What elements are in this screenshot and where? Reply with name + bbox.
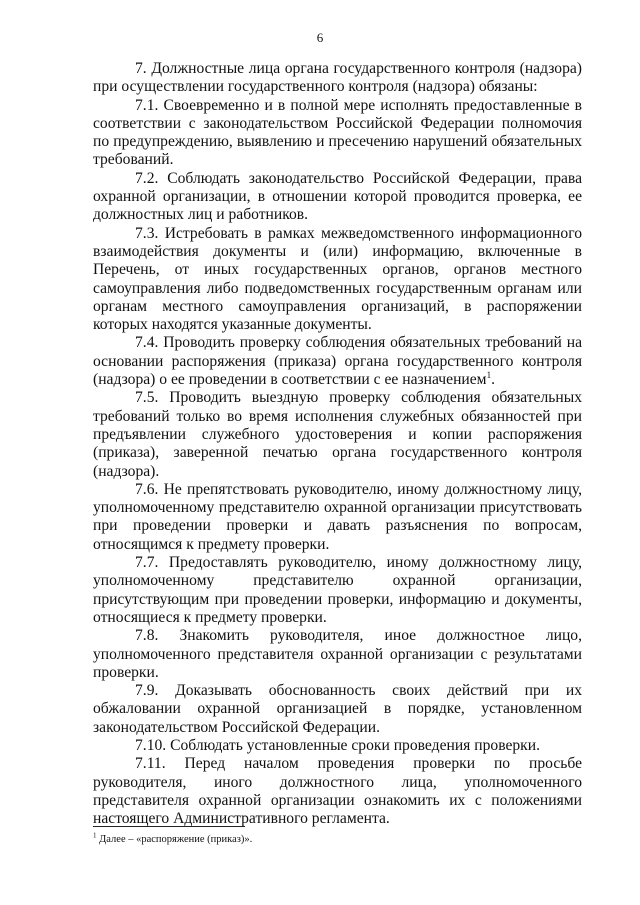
paragraph-7-10: 7.10. Соблюдать установленные сроки проведения проверки. bbox=[135, 736, 541, 754]
paragraph-7: 7. Должностные лица органа государственного контроля (надзора) при осуществлении государственного контроля (надзора) обязаны: bbox=[93, 60, 582, 96]
paragraph-7-4-tail: . bbox=[491, 371, 495, 389]
paragraph-7-8: 7.8. Знакомить руководителя, иное должностное лицо, уполномоченного представителя охранной организации с результатами проверки. bbox=[93, 627, 582, 681]
footnote-text: Далее – «распоряжение (приказ)». bbox=[96, 834, 253, 845]
paragraph-7-7: 7.7. Предоставлять руководителю, иному должностному лицу, уполномоченному представителю охранной организации, присутствующим при проведении проверки, информацию и документы, относящиеся к предмету проверки. bbox=[93, 554, 582, 626]
paragraph-7-11: 7.11. Перед началом проведения проверки по просьбе руководителя, иного должностного лица, уполномоченного представителя охранной организации ознакомить их с положениями настоящего Административного регламента. bbox=[93, 755, 582, 828]
paragraph-7-3: 7.3. Истребовать в рамках межведомственного информационного взаимодействия документы и (или) информацию, включенные в Перечень, от иных государственных органов, органов местного самоуправления либо подведомственных государственным органам или органам местного самоуправления организаций, в распоряжении которых находятся указанные документы. bbox=[93, 224, 582, 334]
paragraph-7-5: 7.5. Проводить выездную проверку соблюдения обязательных требований только во время исполнения служебных обязанностей при предъявлении служебного удостоверения и копии распоряжения (приказа), заверенной печатью органа государственного контроля (надзора). bbox=[93, 389, 582, 480]
paragraph-7-4-text: 7.4. Проводить проверку соблюдения обязательных требований на основании распоряжения (приказа) органа государственного контроля (надзора) о ее проведении в соответствии с ее назначением bbox=[93, 334, 582, 389]
body-text bbox=[93, 60, 582, 828]
paragraph-7-6: 7.6. Не препятствовать руководителю, иному должностному лицу, уполномоченному представителю охранной организации присутствовать при проведении проверки и давать разъяснения по вопросам, относящимся к предмету проверки. bbox=[93, 480, 582, 553]
paragraph-7-4 bbox=[93, 334, 582, 389]
paragraph-7-1: 7.1. Своевременно и в полной мере исполнять предоставленные в соответствии с законодательством Российской Федерации полномочия по предупреждению, выявлению и пресечению нарушений обязательных требований. bbox=[93, 96, 582, 169]
paragraph-7-9: 7.9. Доказывать обоснованность своих действий при их обжаловании охранной организацией в порядке, установленном законодательством Российской Федерации. bbox=[93, 682, 582, 736]
footnote bbox=[93, 833, 582, 846]
footnote-divider bbox=[93, 826, 245, 827]
footnote-reference[interactable]: 1 bbox=[486, 369, 492, 380]
footnote-marker: 1 bbox=[93, 831, 97, 840]
page-number: 6 bbox=[316, 30, 324, 45]
paragraph-7-2: 7.2. Соблюдать законодательство Российской Федерации, права охранной организации, в отношении которой проводится проверка, ее должностных лиц и работников. bbox=[93, 169, 582, 224]
